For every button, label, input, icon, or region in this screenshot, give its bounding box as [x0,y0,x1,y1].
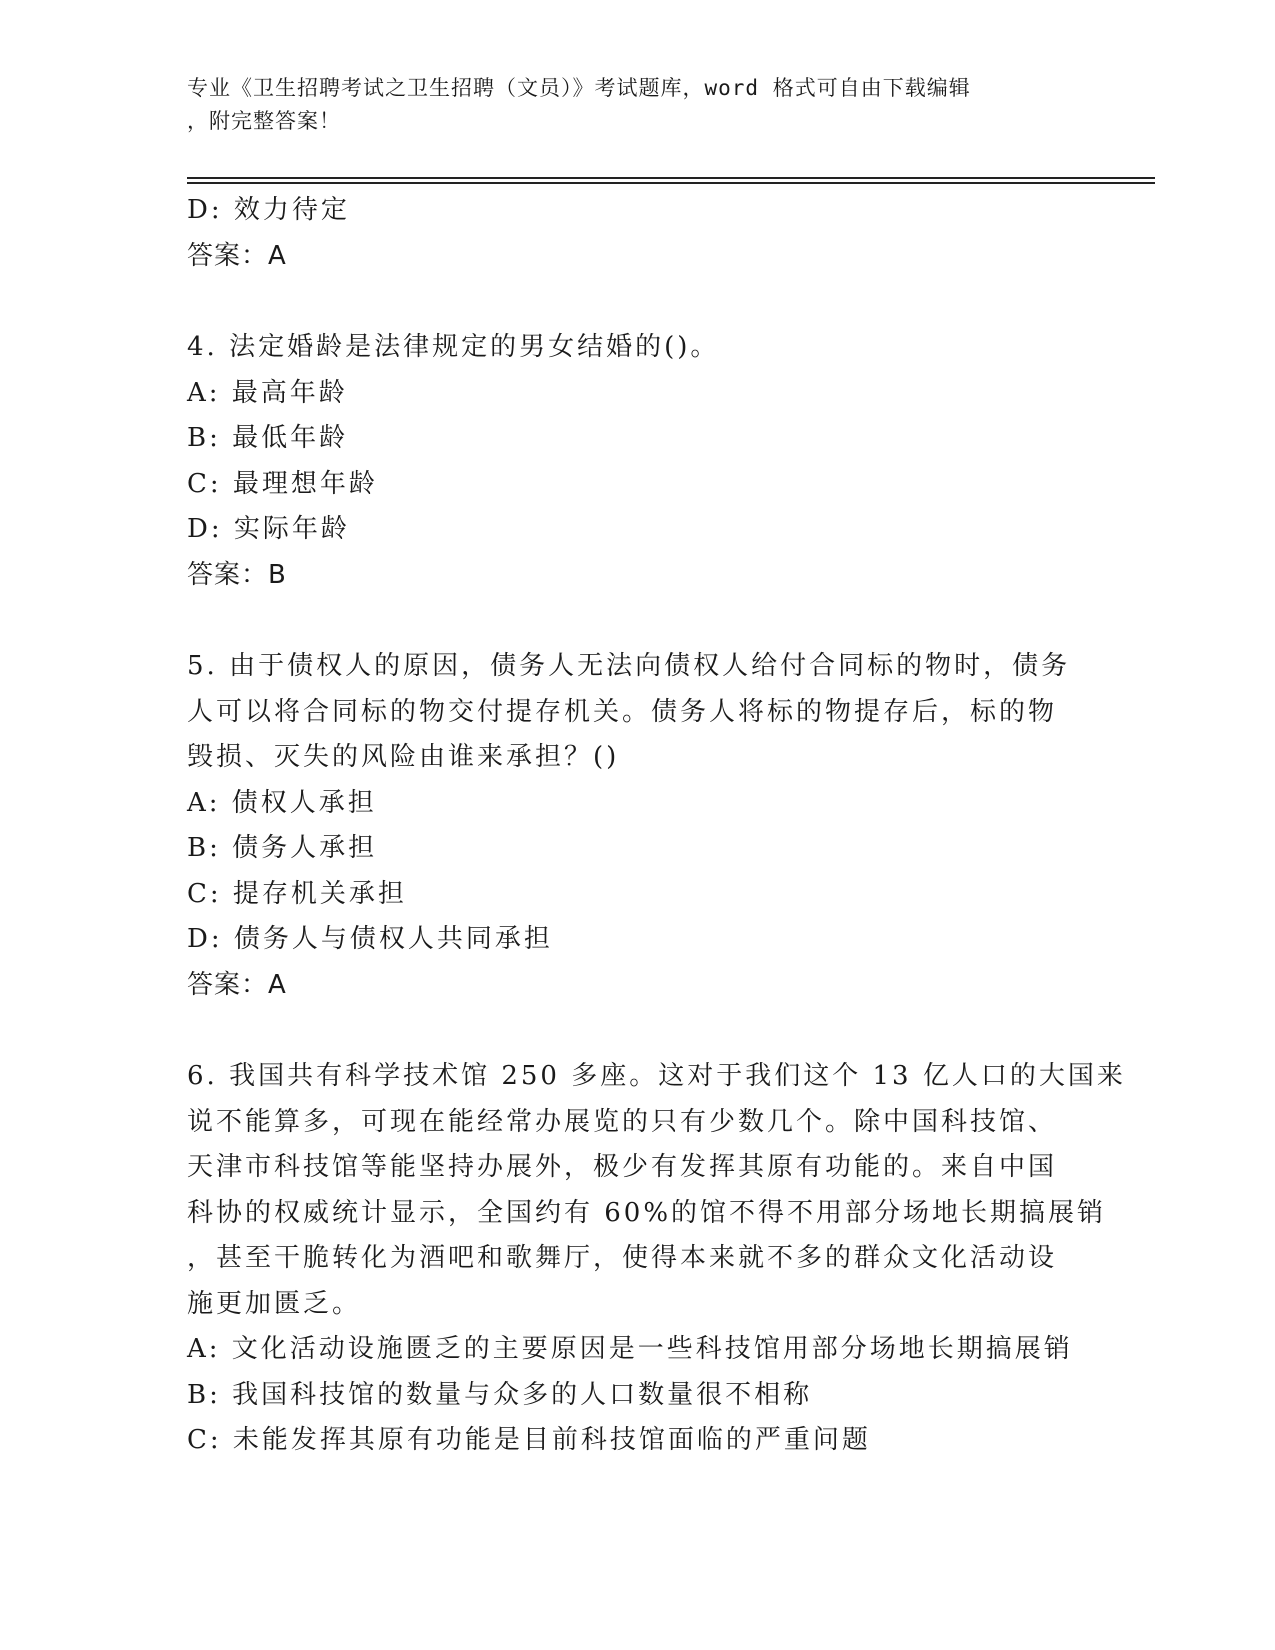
q6-option-c: C: 未能发挥其原有功能是目前科技馆面临的严重问题 [187,1425,871,1455]
q5-stem-line-1: 5. 由于债权人的原因，债务人无法向债权人给付合同标的物时，债务 [187,651,1071,681]
q3-answer: 答案：A [187,240,287,271]
spacer [187,1008,1087,1054]
q5-option-d: D: 债务人与债权人共同承担 [187,924,553,954]
q6-option-b: B: 我国科技馆的数量与众多的人口数量很不相称 [187,1379,813,1410]
question-5 [187,644,1087,1008]
spacer [187,279,1087,325]
q6-stem-line-5: ，甚至干脆转化为酒吧和歌舞厅，使得本来就不多的群众文化活动设 [187,1243,1058,1273]
question-list [187,188,1126,1464]
header-line-2: ，附完整答案！ [187,109,341,133]
q6-stem-line-3: 天津市科技馆等能坚持办展外，极少有发挥其原有功能的。来自中国 [187,1152,1058,1182]
header-line-1: 专业《卫生招聘考试之卫生招聘（文员）》考试题库，word 格式可自由下载编辑 [187,76,971,100]
q4-answer: 答案：B [187,559,287,590]
q6-stem-line-1: 6. 我国共有科学技术馆 250 多座。这对于我们这个 13 亿人口的大国来 [187,1061,1126,1091]
q5-option-a: A: 债权人承担 [187,787,377,818]
header-rule-bottom [187,182,1155,184]
q5-answer: 答案：A [187,969,287,1000]
q5-stem-line-2: 人可以将合同标的物交付提存机关。债务人将标的物提存后，标的物 [187,696,1058,727]
q6-stem-line-4: 科协的权威统计显示，全国约有 60%的馆不得不用部分场地长期搞展销 [187,1197,1107,1228]
q4-option-d: D: 实际年龄 [187,514,350,544]
q5-option-b: B: 债务人承担 [187,833,378,863]
q5-option-c: C: 提存机关承担 [187,878,407,909]
q4-option-c: C: 最理想年龄 [187,468,378,499]
q6-option-a: A: 文化活动设施匮乏的主要原因是一些科技馆用部分场地长期搞展销 [187,1334,1073,1364]
q6-stem-line-2: 说不能算多，可现在能经常办展览的只有少数几个。除中国科技馆、 [187,1106,1058,1137]
q4-option-a: A: 最高年龄 [187,377,348,408]
q6-stem-line-6: 施更加匮乏。 [187,1288,362,1319]
q3-option-d: D: 效力待定 [187,195,350,225]
question-3 [187,188,1087,279]
header-rule-top [187,177,1155,179]
q4-option-b: B: 最低年龄 [187,423,349,453]
question-6 [187,1054,1126,1464]
document-header [187,72,1067,138]
spacer [187,598,1087,644]
q5-stem-line-3: 毁损、灭失的风险由谁来承担？() [187,742,620,772]
q4-stem: 4. 法定婚龄是法律规定的男女结婚的()。 [187,332,720,362]
question-4 [187,325,1087,598]
